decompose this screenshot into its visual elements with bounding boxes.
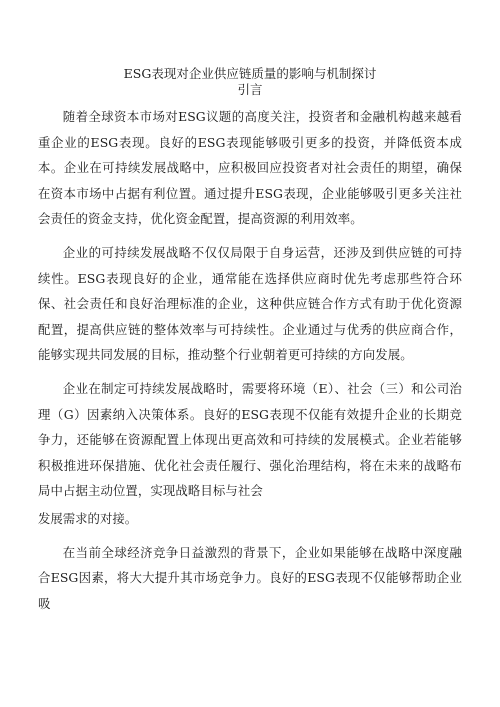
document-title: ESG表现对企业供应链质量的影响与机制探讨 [123, 66, 377, 81]
paragraph-4: 在当前全球经济竞争日益激烈的背景下，企业如果能够在战略中深度融合ESG因素，将大大提升其市场竞争力。良好的ESG表现不仅能够帮助企业吸 [38, 544, 462, 611]
section-heading: 引言 [237, 82, 263, 97]
paragraph-3: 企业在制定可持续发展战略时，需要将环境（E）、社会（三）和公司治理（G）因素纳入决策体系。良好的ESG表现不仅能有效提升企业的长期竞争力，还能够在资源配置上体现出更高效和可持续的发展模式。企业若能够积极推进环保措施、优化社会责任履行、强化治理结构，将在未来的战略布局中占据主动位置，实现战略目标与社会 [38, 380, 462, 499]
paragraph-3-continuation: 发展需求的对接。 [38, 510, 138, 526]
paragraph-1: 随着全球资本市场对ESG议题的高度关注，投资者和金融机构越来越看重企业的ESG表现。良好的ESG表现能够吸引更多的投资，并降低资本成本。企业在可持续发展战略中，应积极回应投资者对社会责任的期望，确保在资本市场中占据有利位置。通过提升ESG表现，企业能够吸引更多关注社会责任的资金支持，优化资金配置，提高资源的利用效率。 [38, 109, 462, 227]
paragraph-2: 企业的可持续发展战略不仅仅局限于自身运营，还涉及到供应链的可持续性。ESG表现良好的企业，通常能在选择供应商时优先考虑那些符合环保、社会责任和良好治理标准的企业，这种供应链合作方式有助于优化资源配置，提高供应链的整体效率与可持续性。企业通过与优秀的供应商合作，能够实现共同发展的目标，推动整个行业朝着更可持续的方向发展。 [38, 244, 462, 363]
